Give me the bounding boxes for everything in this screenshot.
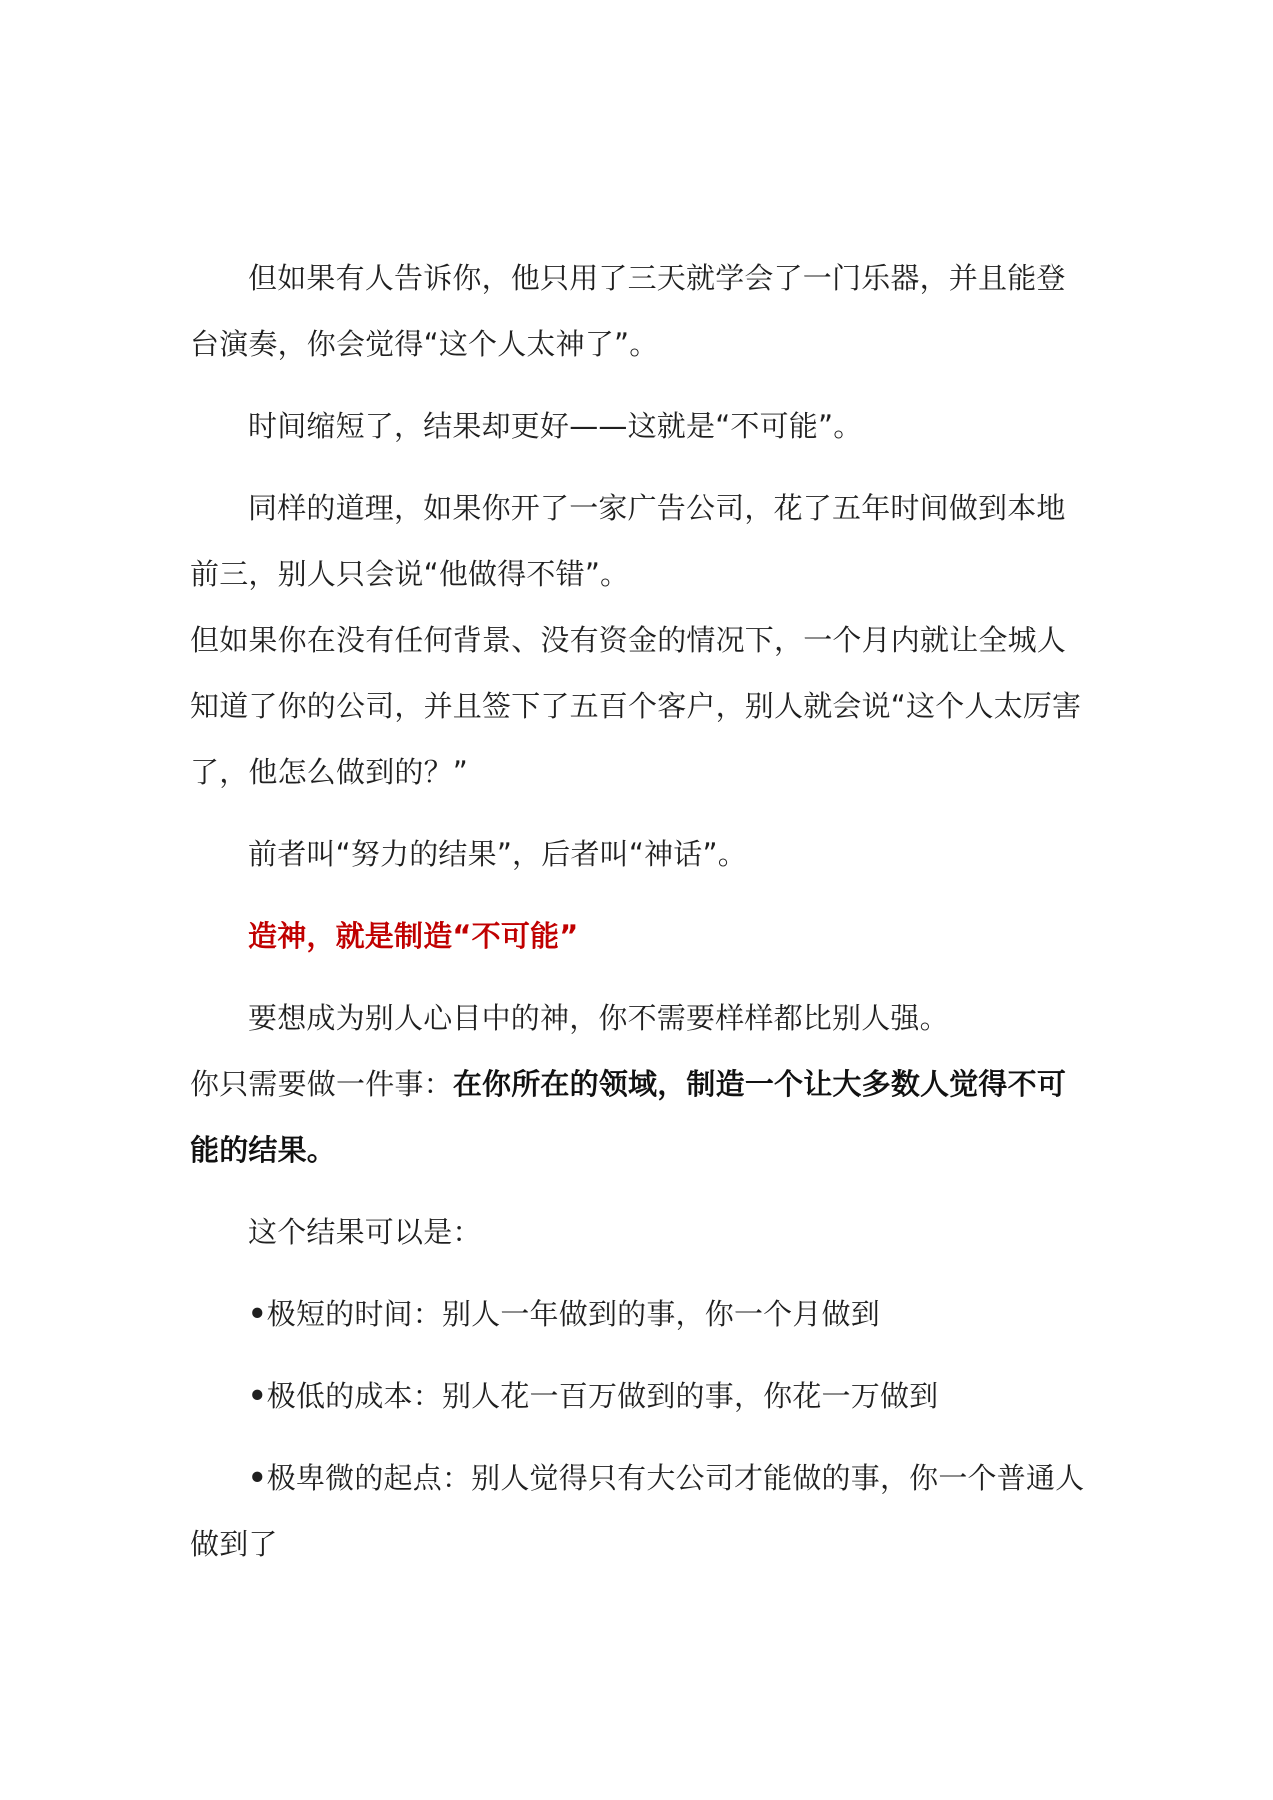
bullet-icon: • xyxy=(248,1461,267,1495)
bullet-text: 极卑微的起点：别人觉得只有大公司才能做的事，你一个普通人做到了 xyxy=(190,1461,1085,1561)
paragraph-effort-vs-myth: 前者叫“努力的结果”，后者叫“神话”。 xyxy=(248,837,747,871)
one-thing-prefix: 你只需要做一件事： xyxy=(190,1067,453,1101)
paragraph-one-thing xyxy=(190,1051,1090,1183)
paragraph-result-can-be: 这个结果可以是： xyxy=(248,1215,482,1249)
paragraph-instrument-example: 但如果有人告诉你，他只用了三天就学会了一门乐器，并且能登台演奏，你会觉得“这个人太神了”。 xyxy=(190,261,1066,361)
paragraph-become-god: 要想成为别人心目中的神，你不需要样样都比别人强。 xyxy=(248,1001,949,1035)
paragraph-one-month-example: 但如果你在没有任何背景、没有资金的情况下，一个月内就让全城人知道了你的公司，并且签下了五百个客户，别人就会说“这个人太厉害了，他怎么做到的？” xyxy=(190,623,1082,789)
bullet-text: 极低的成本：别人花一百万做到的事，你花一万做到 xyxy=(266,1379,939,1413)
bullet-item-short-time xyxy=(190,1281,1090,1347)
bullet-icon: • xyxy=(248,1297,267,1331)
article-body xyxy=(190,245,1090,1577)
one-thing-emphasis: 在你所在的领域，制造一个让大多数人觉得不可能的结果。 xyxy=(190,1067,1067,1167)
bullet-item-low-cost xyxy=(190,1363,1090,1429)
paragraph-time-shortened: 时间缩短了，结果却更好——这就是“不可能”。 xyxy=(248,409,863,443)
bullet-icon: • xyxy=(248,1379,267,1413)
bullet-text: 极短的时间：别人一年做到的事，你一个月做到 xyxy=(266,1297,880,1331)
section-heading: 造神，就是制造“不可能” xyxy=(248,919,579,953)
paragraph-ad-company-example: 同样的道理，如果你开了一家广告公司，花了五年时间做到本地前三，别人只会说“他做得不错”。 xyxy=(190,491,1066,591)
bullet-item-humble-start xyxy=(190,1445,1090,1577)
